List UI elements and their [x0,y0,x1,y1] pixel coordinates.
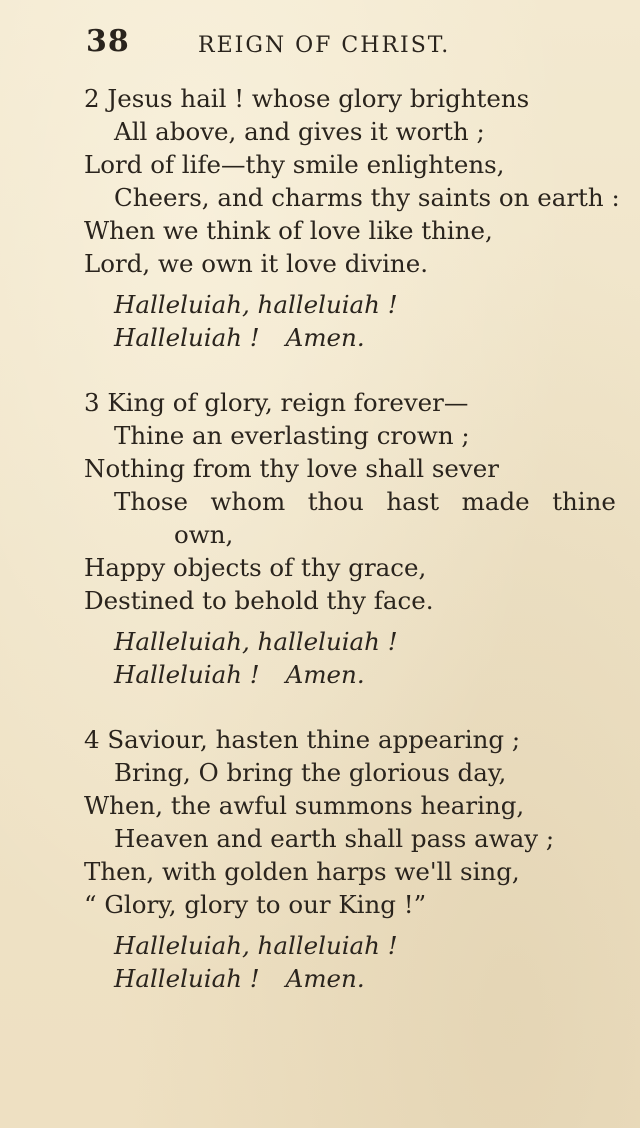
refrain-line: Halleluiah, halleluiah ! [114,627,398,656]
refrain-amen: Amen. [285,323,365,352]
verse-line: Cheers, and charms thy saints on earth : [114,183,620,212]
verse-word: made [461,487,530,516]
stanza-2 [84,82,620,354]
hymn [84,82,620,1017]
refrain-amen: Amen. [285,660,365,689]
verse-line: Nothing from thy love shall sever [84,454,499,483]
refrain-line [114,962,616,995]
page-number: 38 [86,24,130,59]
refrain-line: Halleluiah, halleluiah ! [114,290,398,319]
verse-line: Heaven and earth shall pass away ; [114,824,555,853]
refrain-halleluiah: Halleluiah ! [114,660,260,689]
refrain [84,929,616,995]
verse-word: whom [210,487,286,516]
verse-word: Those [114,487,188,516]
verse-line-justified [84,485,616,518]
verse-line: When we think of love like thine, [84,216,493,245]
verse-line: 3 King of glory, reign forever— [84,388,469,417]
running-head [86,24,616,64]
refrain-line [114,321,616,354]
stanza-4 [84,723,616,995]
refrain [84,288,616,354]
verse-word: thou [307,487,364,516]
refrain [84,625,616,691]
verse-line: Destined to behold thy face. [84,586,434,615]
verse-line: 2 Jesus hail ! whose glory brightens [84,84,530,113]
verse-line: Lord of life—thy smile enlightens, [84,150,505,179]
verse-line: All above, and gives it worth ; [114,117,485,146]
verse-line: Then, with golden harps we'll sing, [84,857,520,886]
verse-line: Bring, O bring the glorious day, [114,758,507,787]
verse-line: Thine an everlasting crown ; [114,421,470,450]
verse-line: When, the awful summons hearing, [84,791,525,820]
refrain-amen: Amen. [285,964,365,993]
refrain-line: Halleluiah, halleluiah ! [114,931,398,960]
refrain-line [114,658,616,691]
stanza-3 [84,386,616,691]
verse-word: thine [552,487,616,516]
refrain-halleluiah: Halleluiah ! [114,323,260,352]
verse-line: Happy objects of thy grace, [84,553,427,582]
verse-line: “ Glory, glory to our King !” [84,890,427,919]
verse-line: 4 Saviour, hasten thine appearing ; [84,725,521,754]
page-header: REIGN OF CHRIST. [198,33,451,58]
verse-line: own, [174,520,234,549]
verse-word: hast [386,487,440,516]
verse-line: Lord, we own it love divine. [84,249,428,278]
refrain-halleluiah: Halleluiah ! [114,964,260,993]
